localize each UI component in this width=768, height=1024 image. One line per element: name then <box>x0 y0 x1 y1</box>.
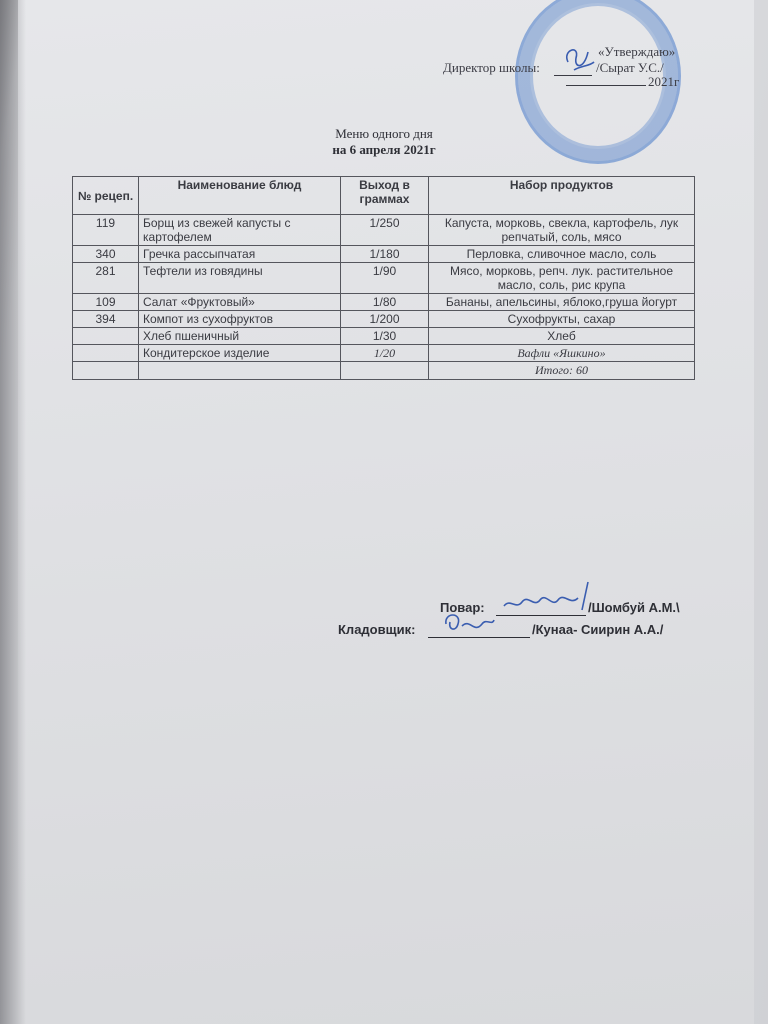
dish-output: 1/80 <box>341 294 429 311</box>
menu-date: на 6 апреля 2021г <box>332 142 436 157</box>
dish-products: Хлеб <box>429 328 695 345</box>
recipe-number <box>73 345 139 362</box>
dish-name: Хлеб пшеничный <box>139 328 341 345</box>
dish-products: Капуста, морковь, свекла, картофель, лук репчатый, соль, мясо <box>429 215 695 246</box>
recipe-number <box>73 362 139 380</box>
table-row <box>73 246 695 263</box>
dish-products: Сухофрукты, сахар <box>429 311 695 328</box>
dish-name: Борщ из свежей капусты с картофелем <box>139 215 341 246</box>
approve-label: «Утверждаю» <box>598 44 676 59</box>
storekeeper-label: Кладовщик: <box>338 622 416 637</box>
dish-name: Гречка рассыпчатая <box>139 246 341 263</box>
cook-name: /Шомбуй А.М.\ <box>588 600 680 615</box>
header-dish-name: Наименование блюд <box>139 177 341 215</box>
storekeeper-name: /Кунаа- Сиирин А.А./ <box>532 622 664 637</box>
total-value: Итого: 60 <box>429 362 695 380</box>
table-row <box>73 294 695 311</box>
dish-output: 1/20 <box>341 345 429 362</box>
dish-products: Вафли «Яшкино» <box>429 345 695 362</box>
recipe-number: 109 <box>73 294 139 311</box>
dish-output: 1/180 <box>341 246 429 263</box>
table-row-total <box>73 362 695 380</box>
dish-products: Перловка, сливочное масло, соль <box>429 246 695 263</box>
recipe-number: 394 <box>73 311 139 328</box>
table-row <box>73 215 695 246</box>
dish-products: Мясо, морковь, репч. лук. растительное масло, соль, рис крупа <box>429 263 695 294</box>
storekeeper-signature <box>440 606 500 640</box>
dish-name: Компот из сухофруктов <box>139 311 341 328</box>
cook-label: Повар: <box>440 600 485 615</box>
dish-output: 1/90 <box>341 263 429 294</box>
table-row <box>73 311 695 328</box>
dish-output <box>341 362 429 380</box>
dish-products: Бананы, апельсины, яблоко,груша йогурт <box>429 294 695 311</box>
recipe-number: 281 <box>73 263 139 294</box>
table-row <box>73 263 695 294</box>
dish-name: Салат «Фруктовый» <box>139 294 341 311</box>
menu-table <box>72 176 695 380</box>
header-recipe-number: № рецеп. <box>73 177 139 215</box>
cook-signature <box>500 580 600 620</box>
table-header-row <box>73 177 695 215</box>
menu-title: Меню одного дня <box>335 126 433 141</box>
dish-name: Кондитерское изделие <box>139 345 341 362</box>
approval-year: 2021г <box>648 74 680 89</box>
dish-output: 1/250 <box>341 215 429 246</box>
header-products: Набор продуктов <box>429 177 695 215</box>
table-row <box>73 345 695 362</box>
header-output: Выход в граммах <box>341 177 429 215</box>
director-signature <box>560 40 600 80</box>
recipe-number: 340 <box>73 246 139 263</box>
director-name: /Сырат У.С./ <box>596 60 664 75</box>
dish-name: Тефтели из говядины <box>139 263 341 294</box>
table-row <box>73 328 695 345</box>
dish-output: 1/30 <box>341 328 429 345</box>
director-label: Директор школы: <box>443 60 540 75</box>
date-line <box>566 84 646 86</box>
dish-name <box>139 362 341 380</box>
dish-output: 1/200 <box>341 311 429 328</box>
recipe-number <box>73 328 139 345</box>
recipe-number: 119 <box>73 215 139 246</box>
